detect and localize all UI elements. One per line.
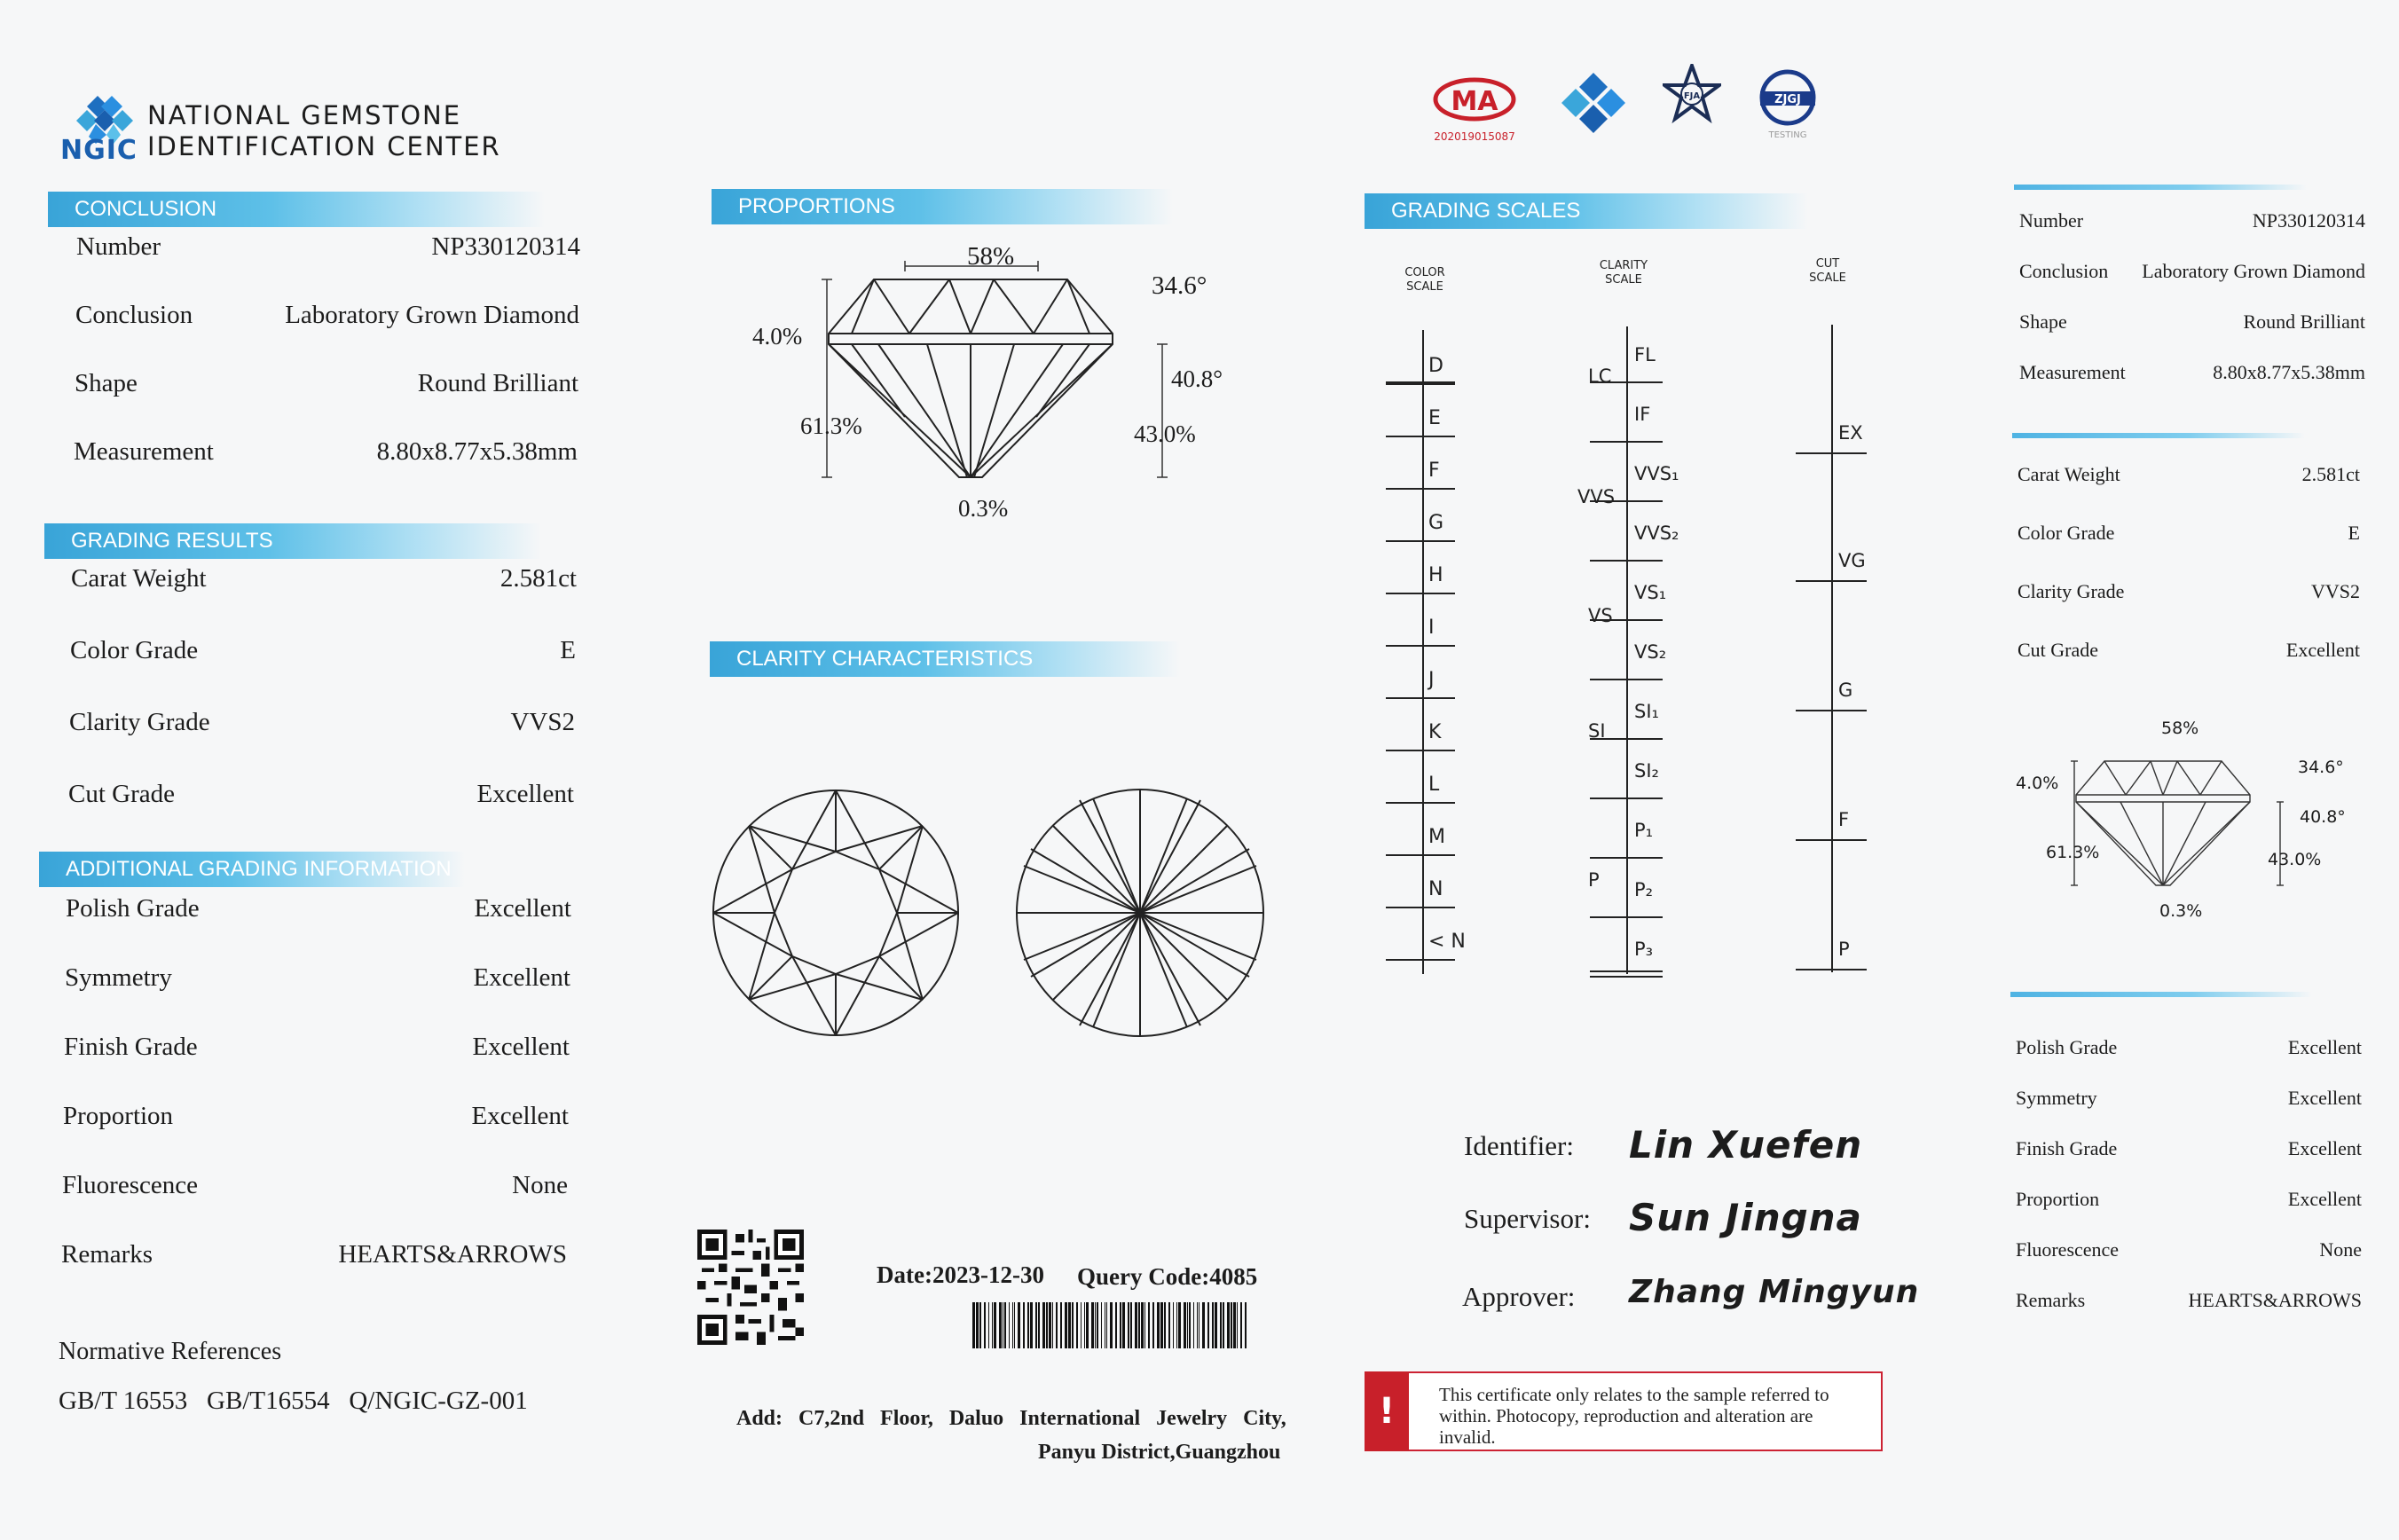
barcode-bar xyxy=(1157,1302,1160,1348)
barcode-bar xyxy=(1009,1302,1010,1348)
color-grade: < N xyxy=(1428,931,1466,953)
card-proportion-diagram xyxy=(2041,736,2333,914)
additional-grading-header: ADDITIONAL GRADING INFORMATION xyxy=(39,852,465,887)
additional-grading-label: Finish Grade xyxy=(64,1033,198,1061)
ma-logo-text: MA xyxy=(1451,86,1498,117)
grading-result-row xyxy=(68,780,574,809)
card-additional-label: Proportion xyxy=(2016,1188,2100,1210)
cut-tick xyxy=(1796,452,1867,454)
clarity-grade: VVS₁ xyxy=(1634,463,1679,484)
barcode-bar xyxy=(1189,1302,1191,1348)
conclusion-label: Number xyxy=(76,232,161,261)
ma-logo xyxy=(1432,76,1517,143)
org-name-line1: NATIONAL GEMSTONE xyxy=(147,100,462,130)
clarity-tick xyxy=(1590,798,1663,799)
clarity-grade: P₂ xyxy=(1634,879,1654,900)
barcode-bar xyxy=(1223,1302,1224,1348)
proportions-header: PROPORTIONS xyxy=(712,189,1173,224)
ma-seal-icon xyxy=(1432,76,1517,126)
card-additional-value: Excellent xyxy=(2287,1036,2362,1058)
additional-grading-value: None xyxy=(512,1171,568,1199)
clarity-tick xyxy=(1590,560,1663,562)
card-additional-label: Fluorescence xyxy=(2016,1238,2120,1261)
clarity-tick xyxy=(1590,976,1663,978)
conclusion-row xyxy=(74,437,578,467)
barcode-bar xyxy=(1231,1302,1232,1348)
conclusion-value: Laboratory Grown Diamond xyxy=(285,301,579,329)
conclusion-value: NP330120314 xyxy=(431,232,580,261)
barcode-bar xyxy=(1095,1302,1096,1348)
additional-grading-label: Proportion xyxy=(63,1102,174,1130)
conclusion-value: 8.80x8.77x5.38mm xyxy=(376,437,578,466)
clarity-tick xyxy=(1590,441,1663,443)
additional-grading-row xyxy=(64,1033,570,1062)
card-additional-row xyxy=(2016,1188,2362,1211)
cut-scale-axis xyxy=(1831,325,1833,972)
fja-logo-text: FJA xyxy=(1683,91,1701,101)
card-grading-value: 2.581ct xyxy=(2301,463,2360,485)
color-tick xyxy=(1386,750,1455,751)
cut-grade: G xyxy=(1838,680,1853,701)
barcode-bar xyxy=(1035,1302,1037,1348)
additional-grading-value: HEARTS&ARROWS xyxy=(338,1240,567,1269)
barcode-bar xyxy=(992,1302,993,1348)
signature-name: Lin Xuefen xyxy=(1629,1123,1863,1167)
color-grade: N xyxy=(1428,878,1443,900)
color-grade: I xyxy=(1428,617,1435,639)
card-grading-row xyxy=(2018,522,2360,545)
barcode-bar xyxy=(1023,1302,1025,1348)
barcode-bar xyxy=(1081,1302,1082,1348)
qr-code xyxy=(697,1230,804,1345)
card-total-depth: 61.3% xyxy=(2046,843,2100,862)
card-grading-value: E xyxy=(2348,522,2360,544)
barcode-bar xyxy=(1135,1302,1137,1348)
clarity-grade: VVS₂ xyxy=(1634,522,1679,544)
clarity-group-label: LC xyxy=(1588,365,1612,387)
clarity-tick xyxy=(1590,970,1663,972)
card-additional-value: HEARTS&ARROWS xyxy=(2188,1289,2362,1311)
card-additional-label: Polish Grade xyxy=(2016,1036,2118,1058)
card-additional-row xyxy=(2016,1137,2362,1160)
barcode-bar xyxy=(1110,1302,1113,1348)
conclusion-label: Shape xyxy=(75,369,138,397)
barcode-bar xyxy=(1046,1302,1048,1348)
color-grade: E xyxy=(1428,407,1441,429)
report-date: Date:2023-12-30 xyxy=(877,1261,1044,1288)
cut-scale-title: CUT SCALE xyxy=(1809,257,1846,285)
color-tick xyxy=(1386,593,1455,594)
card-crown-height: 4.0% xyxy=(2016,774,2059,793)
clarity-tick xyxy=(1590,916,1663,918)
card-table-percent: 58% xyxy=(2161,719,2199,738)
zjgj-logo xyxy=(1755,69,1821,138)
barcode-bar xyxy=(1193,1302,1194,1348)
barcode-bar xyxy=(1018,1302,1020,1348)
color-scale-title: COLOR SCALE xyxy=(1404,266,1445,294)
color-tick xyxy=(1386,436,1455,437)
card-additional-value: Excellent xyxy=(2287,1087,2362,1109)
additional-grading-row xyxy=(65,963,570,993)
cut-tick xyxy=(1796,710,1867,711)
pavilion-view-icon xyxy=(1013,782,1267,1043)
barcode-bar xyxy=(1060,1302,1062,1348)
barcode-bar xyxy=(1052,1302,1053,1348)
barcode-bar xyxy=(1086,1302,1089,1348)
barcode-bar xyxy=(1049,1302,1051,1348)
card-crown-angle: 34.6° xyxy=(2298,758,2344,777)
clarity-scale-title: CLARITY SCALE xyxy=(1599,259,1648,287)
card-additional-value: None xyxy=(2319,1238,2362,1261)
clarity-group-label: SI xyxy=(1588,720,1606,742)
additional-grading-row xyxy=(62,1171,568,1200)
card-identity-value: Laboratory Grown Diamond xyxy=(2142,260,2365,282)
color-grade: L xyxy=(1428,774,1440,796)
cut-grade: VG xyxy=(1838,550,1866,571)
color-tick xyxy=(1386,381,1455,383)
disclaimer-text: This certificate only relates to the sample referred to within. Photocopy, reproduction and alteration are invalid. xyxy=(1439,1384,1829,1448)
grading-results-header: GRADING RESULTS xyxy=(44,523,541,559)
grading-result-value: Excellent xyxy=(476,780,574,808)
grading-result-row xyxy=(69,708,575,737)
conclusion-row xyxy=(75,369,578,398)
grading-result-value: 2.581ct xyxy=(499,564,577,593)
barcode-bar xyxy=(1233,1302,1236,1348)
conclusion-value: Round Brilliant xyxy=(417,369,578,397)
color-scale-axis xyxy=(1422,330,1424,974)
card-additional-row xyxy=(2016,1289,2362,1312)
color-tick xyxy=(1386,645,1455,647)
clarity-grade: FL xyxy=(1634,344,1656,365)
color-tick xyxy=(1386,802,1455,804)
cut-grade: F xyxy=(1838,809,1850,830)
card-grading-value: Excellent xyxy=(2285,639,2360,661)
color-grade: D xyxy=(1428,355,1443,377)
card-identity-row xyxy=(2019,260,2365,283)
card-identity-value: 8.80x8.77x5.38mm xyxy=(2213,361,2365,383)
grading-result-value: E xyxy=(560,636,576,664)
barcode-bar xyxy=(1084,1302,1085,1348)
crown-angle: 34.6° xyxy=(1152,271,1207,300)
barcode-bar xyxy=(1207,1302,1209,1348)
color-tick xyxy=(1386,697,1455,699)
org-name-line2: IDENTIFICATION CENTER xyxy=(147,131,501,161)
clarity-group-label: P xyxy=(1588,869,1600,891)
barcode-bar xyxy=(979,1302,981,1348)
barcode-bar xyxy=(1220,1302,1222,1348)
barcode-bar xyxy=(1148,1302,1150,1348)
barcode-bar xyxy=(994,1302,996,1348)
barcode-bar xyxy=(1012,1302,1013,1348)
additional-grading-row xyxy=(66,894,571,923)
barcode-bar xyxy=(1122,1302,1125,1348)
additional-grading-row xyxy=(63,1102,569,1131)
color-tick xyxy=(1386,540,1455,542)
clarity-tick xyxy=(1590,857,1663,859)
additional-grading-value: Excellent xyxy=(474,894,571,923)
disclaimer-box xyxy=(1365,1371,1883,1451)
card-identity-label: Shape xyxy=(2019,310,2067,333)
additional-grading-label: Symmetry xyxy=(65,963,172,992)
barcode-bar xyxy=(1027,1302,1029,1348)
barcode-bar xyxy=(1176,1302,1177,1348)
card-mid-bar xyxy=(2012,433,2305,438)
barcode-bar xyxy=(1240,1302,1242,1348)
card-top-bar xyxy=(2014,185,2307,190)
card-identity-label: Measurement xyxy=(2019,361,2126,383)
clarity-scale-axis xyxy=(1626,326,1628,974)
zjgj-globe-icon xyxy=(1755,69,1821,126)
barcode-bar xyxy=(1091,1302,1094,1348)
diamond-logo xyxy=(1558,71,1629,135)
barcode-bar xyxy=(1227,1302,1230,1348)
culet-size: 0.3% xyxy=(958,495,1009,522)
barcode-bar xyxy=(1199,1302,1200,1348)
barcode-bar xyxy=(1128,1302,1129,1348)
cut-grade: EX xyxy=(1838,422,1863,444)
clarity-group-label: VVS xyxy=(1577,486,1616,507)
card-grading-row xyxy=(2018,639,2360,662)
grading-result-label: Cut Grade xyxy=(68,780,175,808)
table-percent: 58% xyxy=(967,242,1015,271)
card-pavilion-depth: 43.0% xyxy=(2268,850,2322,869)
barcode-bar xyxy=(1038,1302,1040,1348)
barcode-bar xyxy=(1184,1302,1186,1348)
barcode-bar xyxy=(1076,1302,1078,1348)
barcode-bar xyxy=(1004,1302,1006,1348)
grading-result-label: Carat Weight xyxy=(71,564,207,593)
signature-name: Zhang Mingyun xyxy=(1629,1274,1920,1310)
barcode-bar xyxy=(984,1302,986,1348)
card-grading-label: Carat Weight xyxy=(2018,463,2120,485)
barcode-bar xyxy=(976,1302,979,1348)
card-identity-row xyxy=(2019,209,2365,232)
card-additional-row xyxy=(2016,1036,2362,1059)
barcode-bar xyxy=(1068,1302,1071,1348)
barcode-bar xyxy=(1212,1302,1214,1348)
barcode-bar xyxy=(988,1302,989,1348)
grading-result-row xyxy=(71,564,577,593)
color-tick xyxy=(1386,959,1455,961)
barcode-bar xyxy=(1152,1302,1154,1348)
additional-grading-label: Polish Grade xyxy=(66,894,200,923)
barcode-bar xyxy=(1072,1302,1074,1348)
card-additional-value: Excellent xyxy=(2287,1188,2362,1210)
color-grade: J xyxy=(1428,669,1435,691)
additional-grading-value: Excellent xyxy=(472,1033,570,1061)
signature-role: Identifier: xyxy=(1464,1130,1574,1161)
barcode-bar xyxy=(1173,1302,1174,1348)
color-grade: F xyxy=(1428,460,1440,482)
card-grading-label: Clarity Grade xyxy=(2018,580,2125,602)
color-grade: K xyxy=(1428,721,1442,743)
normative-references-value: GB/T 16553 GB/T16554 Q/NGIC-GZ-001 xyxy=(59,1387,528,1415)
barcode-icon xyxy=(971,1302,1253,1348)
barcode-bar xyxy=(1245,1302,1247,1348)
card-identity-row xyxy=(2019,361,2365,384)
card-identity-value: NP330120314 xyxy=(2252,209,2365,232)
grading-scales-header: GRADING SCALES xyxy=(1365,193,1808,229)
barcode-bar xyxy=(1120,1302,1121,1348)
conclusion-label: Conclusion xyxy=(75,301,193,329)
color-grade: M xyxy=(1428,826,1445,848)
card-diamond-profile-icon xyxy=(2041,736,2333,914)
color-tick xyxy=(1386,383,1455,385)
diamond-mark-icon xyxy=(1558,71,1629,135)
grading-result-row xyxy=(70,636,576,665)
card-identity-row xyxy=(2019,310,2365,334)
barcode xyxy=(971,1302,1253,1348)
card-additional-row xyxy=(2016,1087,2362,1110)
card-grading-value: VVS2 xyxy=(2310,580,2360,602)
card-additional-label: Symmetry xyxy=(2016,1087,2097,1109)
card-identity-value: Round Brilliant xyxy=(2243,310,2365,333)
clarity-tick xyxy=(1590,679,1663,680)
barcode-bar xyxy=(1106,1302,1107,1348)
signature-name: Sun Jingna xyxy=(1629,1196,1862,1239)
card-identity-label: Conclusion xyxy=(2019,260,2109,282)
barcode-bar xyxy=(1065,1302,1067,1348)
pavilion-depth: 43.0% xyxy=(1134,420,1196,447)
conclusion-row xyxy=(75,301,579,330)
barcode-bar xyxy=(1164,1302,1166,1348)
additional-grading-row xyxy=(61,1240,567,1269)
color-grade: H xyxy=(1428,564,1443,586)
conclusion-header: CONCLUSION xyxy=(48,192,545,227)
additional-grading-label: Fluorescence xyxy=(62,1171,198,1199)
barcode-bar xyxy=(1101,1302,1102,1348)
grading-result-label: Color Grade xyxy=(70,636,199,664)
fja-star-icon xyxy=(1663,64,1721,126)
barcode-bar xyxy=(1202,1302,1205,1348)
query-code: Query Code:4085 xyxy=(1077,1263,1258,1290)
card-pavilion-angle: 40.8° xyxy=(2300,807,2346,827)
clarity-grade: P₁ xyxy=(1634,820,1654,841)
barcode-bar xyxy=(1042,1302,1045,1348)
clarity-grade: VS₁ xyxy=(1634,582,1667,603)
crown-height: 4.0% xyxy=(752,323,803,350)
conclusion-row xyxy=(76,232,580,262)
clarity-grade: SI₂ xyxy=(1634,760,1659,782)
barcode-bar xyxy=(1178,1302,1181,1348)
barcode-bar xyxy=(999,1302,1002,1348)
zjgj-logo-text: ZJGJ xyxy=(1774,93,1801,106)
barcode-bar xyxy=(1014,1302,1015,1348)
ma-number: 202019015087 xyxy=(1434,130,1515,143)
card-grading-row xyxy=(2018,463,2360,486)
normative-references-title: Normative References xyxy=(59,1338,282,1365)
barcode-bar xyxy=(1097,1302,1098,1348)
barcode-bar xyxy=(1144,1302,1145,1348)
card-bottom-bar xyxy=(2010,992,2312,997)
barcode-bar xyxy=(1115,1302,1117,1348)
barcode-bar xyxy=(1056,1302,1058,1348)
cut-grade: P xyxy=(1838,939,1850,960)
barcode-bar xyxy=(972,1302,975,1348)
ngic-logo-text: NGIC xyxy=(60,135,138,166)
barcode-bar xyxy=(1141,1302,1144,1348)
clarity-grade: P₃ xyxy=(1634,939,1654,960)
address-line2: Panyu District,Guangzhou xyxy=(1038,1441,1281,1464)
signature-role: Supervisor: xyxy=(1464,1203,1591,1234)
crown-view-icon xyxy=(710,782,962,1043)
fja-logo xyxy=(1663,64,1721,126)
card-culet: 0.3% xyxy=(2159,901,2203,921)
pavilion-plot xyxy=(1013,782,1267,1043)
color-tick xyxy=(1386,907,1455,908)
card-grading-row xyxy=(2018,580,2360,603)
barcode-bar xyxy=(1197,1302,1198,1348)
barcode-bar xyxy=(1237,1302,1238,1348)
clarity-grade: VS₂ xyxy=(1634,641,1667,663)
clarity-group-label: VS xyxy=(1588,605,1613,626)
color-tick xyxy=(1386,488,1455,490)
barcode-bar xyxy=(1160,1302,1163,1348)
pavilion-angle: 40.8° xyxy=(1171,365,1223,392)
barcode-bar xyxy=(1030,1302,1033,1348)
cut-tick xyxy=(1796,969,1867,970)
barcode-bar xyxy=(1187,1302,1188,1348)
clarity-grade: IF xyxy=(1634,404,1651,425)
card-additional-label: Remarks xyxy=(2016,1289,2086,1311)
additional-grading-label: Remarks xyxy=(61,1240,153,1269)
total-depth: 61.3% xyxy=(800,412,862,439)
card-additional-row xyxy=(2016,1238,2362,1261)
grading-result-label: Clarity Grade xyxy=(69,708,210,736)
color-tick xyxy=(1386,854,1455,856)
warning-icon: ! xyxy=(1365,1371,1409,1451)
barcode-bar xyxy=(1138,1302,1140,1348)
barcode-bar xyxy=(1168,1302,1170,1348)
crown-plot xyxy=(710,782,962,1043)
clarity-grade: SI₁ xyxy=(1634,701,1659,722)
barcode-bar xyxy=(1130,1302,1132,1348)
additional-grading-value: Excellent xyxy=(471,1102,569,1130)
card-additional-value: Excellent xyxy=(2287,1137,2362,1159)
zjgj-sub: TESTING xyxy=(1768,130,1807,140)
grading-result-value: VVS2 xyxy=(510,708,575,736)
qr-code-icon xyxy=(697,1230,804,1345)
color-grade: G xyxy=(1428,512,1444,534)
conclusion-label: Measurement xyxy=(74,437,214,466)
card-grading-label: Cut Grade xyxy=(2018,639,2099,661)
card-additional-label: Finish Grade xyxy=(2016,1137,2118,1159)
additional-grading-value: Excellent xyxy=(473,963,570,992)
barcode-bar xyxy=(1215,1302,1217,1348)
clarity-characteristics-header: CLARITY CHARACTERISTICS xyxy=(710,641,1180,677)
signature-role: Approver: xyxy=(1462,1281,1576,1312)
card-grading-label: Color Grade xyxy=(2018,522,2115,544)
address-line1: Add: C7,2nd Floor, Daluo International Jewelry City, xyxy=(736,1407,1286,1430)
card-identity-label: Number xyxy=(2019,209,2084,232)
cut-tick xyxy=(1796,580,1867,582)
cut-tick xyxy=(1796,839,1867,841)
